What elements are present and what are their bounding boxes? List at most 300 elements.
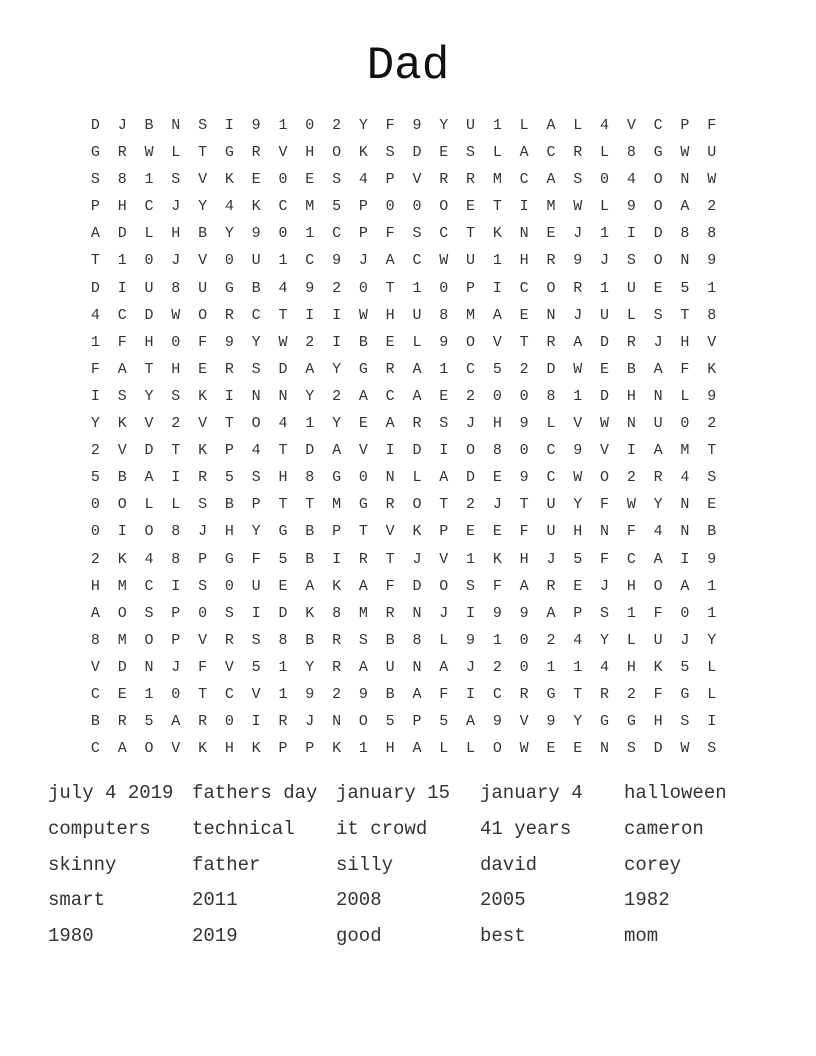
grid-cell: 1 — [600, 279, 610, 297]
grid-cell: 9 — [224, 333, 234, 351]
grid-cell: A — [680, 198, 690, 216]
grid-cell: A — [680, 577, 690, 595]
grid-cell: O — [492, 740, 502, 758]
grid-cell: T — [439, 496, 449, 514]
grid-cell: C — [492, 685, 502, 703]
grid-cell: R — [385, 360, 395, 378]
grid-cell: 4 — [358, 171, 368, 189]
grid-cell: W — [600, 415, 610, 433]
grid-cell: 1 — [466, 550, 476, 568]
grid-cell: S — [439, 415, 449, 433]
grid-cell: B — [144, 117, 154, 134]
grid-cell: 1 — [144, 171, 154, 189]
grid-cell: L — [519, 117, 529, 134]
grid-cell: I — [251, 604, 261, 622]
grid-cell: B — [626, 360, 636, 378]
grid-cell: 5 — [680, 279, 690, 297]
word-list-item: 2005 — [480, 889, 526, 912]
grid-cell: T — [144, 360, 154, 378]
grid-cell: S — [653, 306, 663, 324]
grid-cell: 0 — [519, 658, 529, 676]
grid-cell: P — [358, 198, 368, 216]
grid-cell: 4 — [653, 523, 663, 541]
grid-cell: K — [198, 387, 208, 405]
grid-cell: 4 — [144, 550, 154, 568]
word-list-item: it crowd — [336, 817, 428, 840]
grid-cell: 0 — [305, 117, 315, 134]
word-list-item: july 4 2019 — [48, 782, 174, 804]
grid-cell: O — [198, 306, 208, 324]
grid-cell: I — [171, 577, 181, 595]
grid-cell: R — [573, 144, 583, 162]
grid-cell: N — [278, 387, 288, 405]
letter-grid — [82, 112, 725, 762]
grid-cell: V — [573, 415, 583, 433]
grid-cell: D — [117, 225, 127, 243]
grid-cell: E — [439, 387, 449, 405]
grid-cell: V — [385, 523, 395, 541]
grid-cell: W — [573, 198, 583, 216]
grid-cell: F — [626, 523, 636, 541]
grid-cell: Y — [305, 658, 315, 676]
grid-cell: L — [707, 658, 717, 676]
grid-cell: 1 — [278, 252, 288, 270]
grid-cell: K — [492, 550, 502, 568]
grid-cell: I — [224, 117, 234, 134]
grid-cell: 0 — [492, 387, 502, 405]
grid-cell: S — [332, 171, 342, 189]
grid-cell: H — [224, 523, 234, 541]
word-list-item: father — [192, 853, 261, 876]
grid-cell: W — [278, 333, 288, 351]
grid-cell: A — [412, 740, 422, 758]
grid-cell: N — [332, 713, 342, 731]
word-list-item: cameron — [624, 817, 704, 840]
grid-cell: H — [492, 415, 502, 433]
grid-cell: U — [251, 577, 261, 595]
grid-cell: 0 — [224, 577, 234, 595]
grid-cell: T — [358, 523, 368, 541]
grid-cell: N — [680, 496, 690, 514]
grid-cell: 0 — [680, 604, 690, 622]
grid-cell: N — [680, 523, 690, 541]
grid-cell: 9 — [412, 117, 422, 134]
grid-cell: 8 — [90, 631, 100, 649]
grid-cell: R — [358, 550, 368, 568]
grid-cell: C — [90, 740, 100, 758]
grid-cell: A — [653, 550, 663, 568]
grid-cell: F — [680, 360, 690, 378]
grid-cell: 9 — [251, 117, 261, 134]
grid-cell: P — [412, 713, 422, 731]
grid-cell: T — [224, 415, 234, 433]
grid-cell: U — [251, 252, 261, 270]
grid-cell: A — [653, 442, 663, 460]
grid-cell: S — [600, 604, 610, 622]
grid-cell: T — [492, 198, 502, 216]
grid-cell: J — [466, 658, 476, 676]
grid-cell: S — [680, 713, 690, 731]
grid-cell: T — [278, 442, 288, 460]
grid-cell: O — [653, 577, 663, 595]
grid-cell: 9 — [519, 469, 529, 487]
grid-cell: G — [332, 469, 342, 487]
grid-cell: 2 — [492, 658, 502, 676]
grid-cell: K — [358, 144, 368, 162]
grid-cell: T — [278, 306, 288, 324]
grid-cell: I — [466, 604, 476, 622]
grid-cell: A — [546, 171, 556, 189]
grid-cell: N — [680, 171, 690, 189]
grid-cell: I — [332, 306, 342, 324]
grid-cell: P — [278, 740, 288, 758]
grid-cell: J — [653, 333, 663, 351]
grid-cell: 8 — [171, 523, 181, 541]
grid-cell: Y — [439, 117, 449, 134]
grid-cell: L — [626, 306, 636, 324]
grid-cell: D — [600, 387, 610, 405]
grid-cell: L — [546, 415, 556, 433]
grid-cell: O — [144, 740, 154, 758]
grid-cell: C — [332, 225, 342, 243]
grid-cell: V — [171, 740, 181, 758]
grid-cell: N — [144, 658, 154, 676]
grid-cell: 5 — [251, 658, 261, 676]
grid-cell: H — [653, 713, 663, 731]
grid-cell: F — [492, 577, 502, 595]
grid-cell: D — [412, 442, 422, 460]
grid-cell: F — [198, 333, 208, 351]
grid-cell: S — [198, 117, 208, 134]
grid-cell: O — [653, 252, 663, 270]
grid-cell: V — [224, 658, 234, 676]
grid-cell: C — [466, 360, 476, 378]
grid-cell: 1 — [305, 415, 315, 433]
grid-cell: G — [600, 713, 610, 731]
grid-cell: P — [385, 171, 395, 189]
grid-cell: 8 — [707, 306, 717, 324]
grid-cell: Y — [224, 225, 234, 243]
grid-cell: G — [224, 144, 234, 162]
grid-cell: U — [653, 631, 663, 649]
grid-cell: U — [626, 279, 636, 297]
grid-cell: D — [653, 740, 663, 758]
grid-cell: T — [680, 306, 690, 324]
grid-cell: N — [519, 225, 529, 243]
grid-cell: 9 — [492, 604, 502, 622]
grid-cell: 1 — [492, 631, 502, 649]
grid-cell: 2 — [332, 387, 342, 405]
grid-cell: E — [600, 360, 610, 378]
grid-cell: O — [144, 631, 154, 649]
grid-cell: A — [519, 577, 529, 595]
grid-cell: R — [600, 685, 610, 703]
grid-cell: L — [680, 387, 690, 405]
grid-cell: I — [385, 442, 395, 460]
grid-cell: E — [305, 171, 315, 189]
grid-cell: 2 — [332, 685, 342, 703]
grid-cell: 2 — [626, 685, 636, 703]
grid-cell: 5 — [680, 658, 690, 676]
grid-cell: V — [198, 415, 208, 433]
grid-cell: O — [653, 171, 663, 189]
grid-cell: C — [90, 685, 100, 703]
word-list-item: corey — [624, 853, 682, 876]
grid-cell: 1 — [626, 604, 636, 622]
grid-cell: 9 — [358, 685, 368, 703]
grid-cell: J — [171, 658, 181, 676]
grid-cell: M — [466, 306, 476, 324]
grid-cell: Y — [707, 631, 717, 649]
grid-cell: W — [680, 740, 690, 758]
grid-cell: E — [466, 523, 476, 541]
grid-cell: R — [251, 144, 261, 162]
grid-cell: D — [278, 360, 288, 378]
grid-cell: Y — [332, 415, 342, 433]
grid-cell: H — [385, 740, 395, 758]
grid-cell: I — [466, 685, 476, 703]
grid-cell: 8 — [626, 144, 636, 162]
grid-cell: 5 — [278, 550, 288, 568]
grid-cell: J — [305, 713, 315, 731]
grid-cell: A — [305, 577, 315, 595]
grid-cell: P — [358, 225, 368, 243]
grid-cell: P — [224, 442, 234, 460]
grid-cell: N — [251, 387, 261, 405]
grid-cell: I — [224, 387, 234, 405]
grid-cell: O — [546, 279, 556, 297]
grid-cell: I — [305, 306, 315, 324]
grid-cell: A — [412, 685, 422, 703]
grid-cell: V — [251, 685, 261, 703]
grid-cell: 4 — [626, 171, 636, 189]
grid-cell: L — [412, 333, 422, 351]
grid-cell: H — [171, 225, 181, 243]
grid-cell: C — [546, 144, 556, 162]
grid-cell: F — [519, 523, 529, 541]
grid-cell: R — [546, 252, 556, 270]
grid-cell: 0 — [144, 252, 154, 270]
grid-cell: 1 — [707, 279, 717, 297]
grid-cell: J — [600, 577, 610, 595]
grid-cell: C — [519, 171, 529, 189]
grid-cell: R — [573, 279, 583, 297]
grid-cell: S — [171, 171, 181, 189]
grid-cell: G — [224, 279, 234, 297]
grid-cell: K — [332, 577, 342, 595]
grid-cell: I — [90, 387, 100, 405]
grid-cell: 9 — [573, 252, 583, 270]
grid-cell: 2 — [707, 198, 717, 216]
grid-cell: 8 — [278, 631, 288, 649]
grid-cell: U — [144, 279, 154, 297]
grid-cell: W — [519, 740, 529, 758]
grid-cell: O — [358, 713, 368, 731]
grid-cell: D — [305, 442, 315, 460]
grid-cell: A — [519, 144, 529, 162]
grid-cell: D — [412, 144, 422, 162]
grid-cell: A — [385, 415, 395, 433]
grid-cell: F — [385, 577, 395, 595]
grid-cell: C — [144, 577, 154, 595]
grid-cell: F — [600, 496, 610, 514]
grid-cell: 2 — [466, 496, 476, 514]
grid-cell: A — [546, 117, 556, 134]
grid-cell: H — [224, 740, 234, 758]
grid-cell: J — [573, 306, 583, 324]
grid-cell: A — [466, 713, 476, 731]
grid-cell: 1 — [546, 658, 556, 676]
word-list-item: halloween — [624, 782, 727, 804]
grid-cell: 9 — [439, 333, 449, 351]
grid-cell: 8 — [171, 550, 181, 568]
grid-cell: A — [171, 713, 181, 731]
grid-cell: 4 — [251, 442, 261, 460]
grid-cell: N — [600, 740, 610, 758]
grid-cell: F — [439, 685, 449, 703]
grid-cell: B — [198, 225, 208, 243]
word-list-item: fathers day — [192, 782, 318, 804]
grid-cell: 4 — [680, 469, 690, 487]
grid-cell: I — [332, 333, 342, 351]
grid-cell: B — [251, 279, 261, 297]
word-list-item: best — [480, 925, 526, 948]
grid-cell: V — [198, 171, 208, 189]
grid-cell: P — [573, 604, 583, 622]
grid-cell: V — [198, 631, 208, 649]
grid-cell: L — [439, 740, 449, 758]
grid-cell: 0 — [680, 415, 690, 433]
word-list-item: mom — [624, 925, 659, 948]
grid-cell: R — [332, 631, 342, 649]
grid-cell: U — [707, 144, 717, 162]
grid-cell: B — [305, 550, 315, 568]
grid-cell: W — [573, 360, 583, 378]
grid-cell: O — [466, 442, 476, 460]
word-list-item: january 15 — [336, 782, 451, 804]
grid-cell: A — [385, 252, 395, 270]
grid-cell: P — [680, 117, 690, 134]
grid-cell: E — [519, 306, 529, 324]
grid-cell: S — [144, 604, 154, 622]
grid-cell: C — [385, 387, 395, 405]
grid-cell: 8 — [680, 225, 690, 243]
grid-cell: A — [439, 658, 449, 676]
grid-cell: A — [492, 306, 502, 324]
grid-cell: 9 — [492, 713, 502, 731]
grid-cell: D — [653, 225, 663, 243]
grid-cell: I — [519, 198, 529, 216]
grid-cell: 0 — [224, 713, 234, 731]
grid-cell: N — [546, 306, 556, 324]
grid-cell: W — [707, 171, 717, 189]
word-list-item: january 4 — [480, 782, 583, 804]
grid-cell: S — [251, 631, 261, 649]
grid-cell: S — [626, 740, 636, 758]
grid-cell: Y — [573, 496, 583, 514]
grid-cell: R — [412, 415, 422, 433]
grid-cell: L — [492, 144, 502, 162]
grid-cell: J — [546, 550, 556, 568]
grid-cell: N — [412, 604, 422, 622]
grid-cell: T — [707, 442, 717, 460]
grid-cell: 0 — [439, 279, 449, 297]
grid-cell: Y — [358, 117, 368, 134]
grid-cell: T — [573, 685, 583, 703]
grid-cell: T — [519, 333, 529, 351]
grid-cell: F — [117, 333, 127, 351]
grid-cell: 2 — [171, 415, 181, 433]
grid-cell: S — [90, 171, 100, 189]
grid-cell: J — [492, 496, 502, 514]
grid-cell: 9 — [626, 198, 636, 216]
grid-cell: R — [385, 604, 395, 622]
grid-cell: Y — [653, 496, 663, 514]
grid-cell: R — [198, 469, 208, 487]
grid-cell: B — [224, 496, 234, 514]
grid-cell: 1 — [144, 685, 154, 703]
grid-cell: R — [278, 713, 288, 731]
word-list-item: computers — [48, 817, 151, 840]
grid-cell: G — [278, 523, 288, 541]
grid-cell: 0 — [198, 604, 208, 622]
grid-cell: C — [117, 306, 127, 324]
grid-cell: 1 — [573, 387, 583, 405]
grid-cell: G — [546, 685, 556, 703]
grid-cell: Y — [332, 360, 342, 378]
grid-cell: 2 — [466, 387, 476, 405]
grid-cell: F — [251, 550, 261, 568]
grid-cell: D — [144, 306, 154, 324]
grid-cell: G — [358, 496, 368, 514]
grid-cell: 0 — [358, 279, 368, 297]
grid-cell: J — [171, 198, 181, 216]
grid-cell: H — [626, 658, 636, 676]
grid-cell: K — [224, 171, 234, 189]
grid-cell: 8 — [332, 604, 342, 622]
grid-cell: I — [492, 279, 502, 297]
grid-cell: R — [117, 144, 127, 162]
word-list-item: 1982 — [624, 889, 670, 912]
grid-cell: U — [653, 415, 663, 433]
grid-cell: V — [117, 442, 127, 460]
word-list-item: 2011 — [192, 889, 238, 912]
grid-cell: D — [144, 442, 154, 460]
grid-cell: B — [90, 713, 100, 731]
grid-cell: R — [466, 171, 476, 189]
grid-cell: F — [653, 685, 663, 703]
grid-cell: A — [412, 387, 422, 405]
grid-cell: 4 — [573, 631, 583, 649]
grid-cell: T — [519, 496, 529, 514]
grid-cell: C — [251, 306, 261, 324]
grid-cell: I — [680, 550, 690, 568]
grid-cell: 0 — [278, 225, 288, 243]
grid-cell: 2 — [332, 117, 342, 134]
grid-cell: K — [707, 360, 717, 378]
grid-cell: 4 — [90, 306, 100, 324]
grid-cell: S — [707, 469, 717, 487]
grid-cell: G — [680, 685, 690, 703]
grid-cell: S — [224, 604, 234, 622]
grid-cell: W — [680, 144, 690, 162]
grid-cell: S — [573, 171, 583, 189]
grid-cell: L — [600, 144, 610, 162]
grid-cell: L — [600, 198, 610, 216]
grid-cell: S — [707, 740, 717, 758]
grid-cell: P — [171, 631, 181, 649]
grid-cell: 9 — [332, 252, 342, 270]
